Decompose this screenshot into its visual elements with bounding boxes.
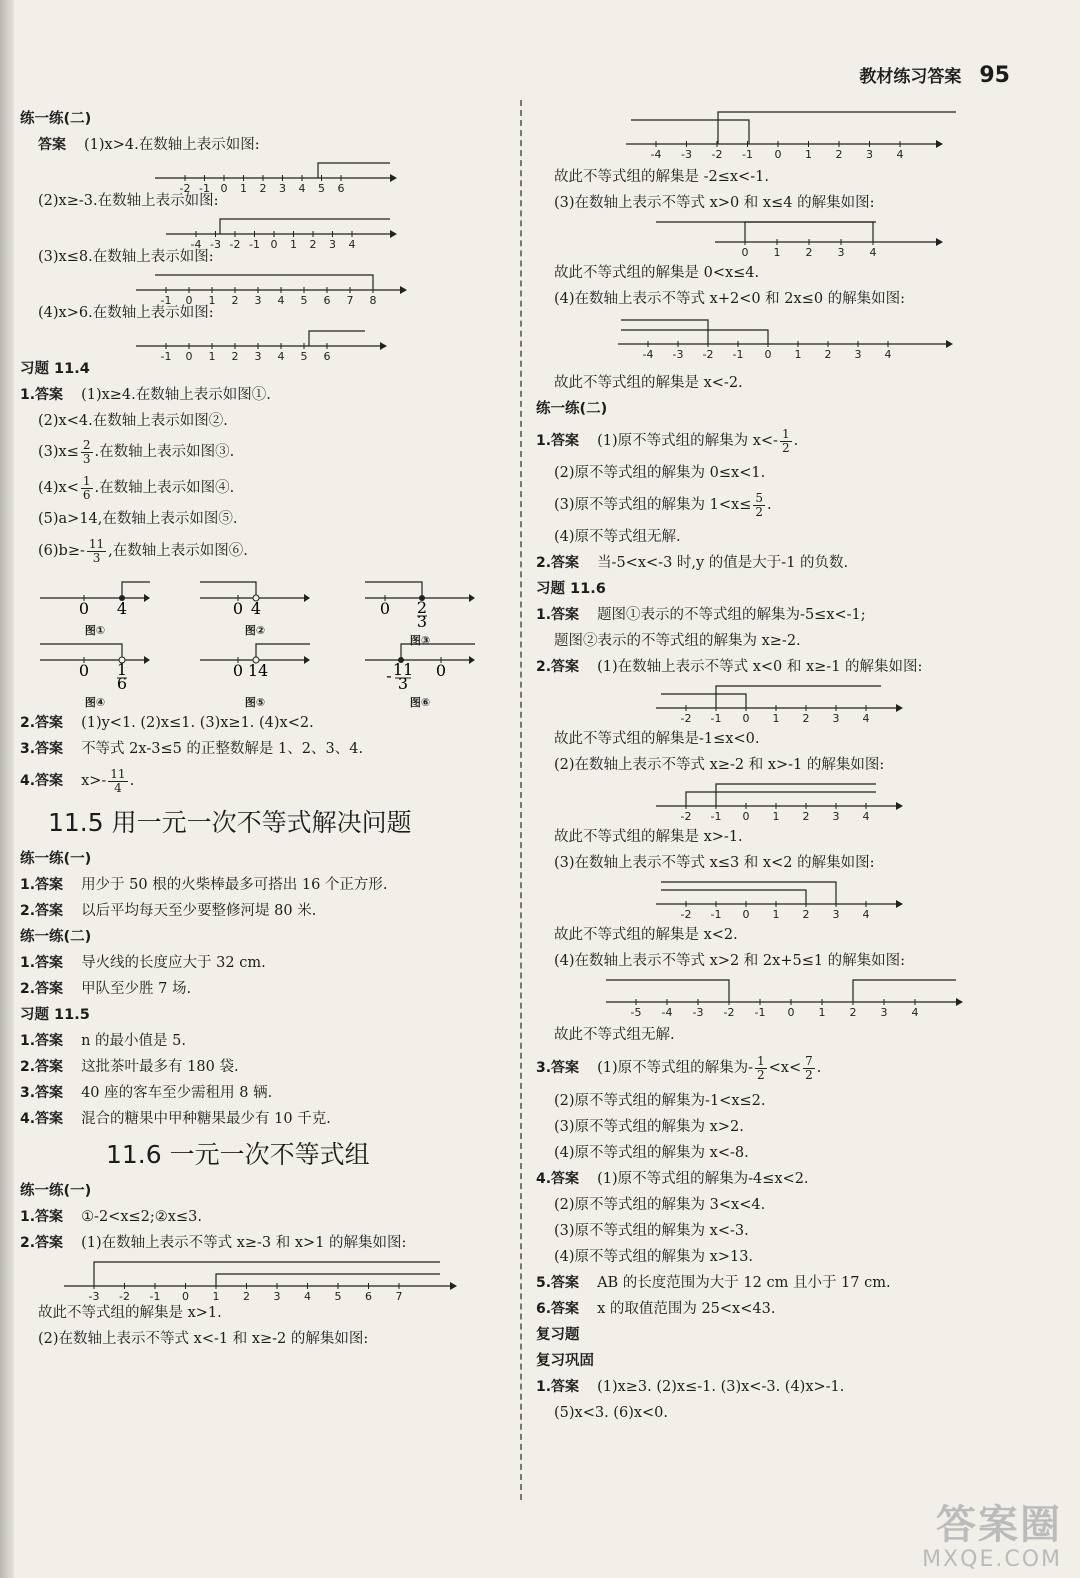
tick-label: -2 [711,148,723,161]
page-edge [0,0,14,1578]
answer-text: (3)原不等式组的解集为 x>2. [554,1119,744,1135]
answer-label: 2.答案 [20,903,64,919]
answer-line [20,470,510,506]
answer-label: 2.答案 [536,659,580,675]
figure-caption: 图③ [409,634,431,647]
answer-text: (2)原不等式组的解集为-1<x≤2. [554,1093,766,1109]
tick-label: 0 [185,294,193,307]
numerator: 1 [82,473,91,488]
section-title: 11.6 一元一次不等式组 [106,1140,370,1169]
text-part: . [816,1060,822,1076]
answer-label: 1.答案 [20,877,64,893]
tick-label: 2 [259,182,267,195]
tick-label: 1 [208,350,216,363]
answer-text: (1)x>4.在数轴上表示如图: [84,137,260,153]
tick-label: 4 [277,350,285,363]
answer-text: 故此不等式组的解集是 x>1. [38,1305,222,1321]
answer-label: 4.答案 [20,1111,64,1127]
answer-text: x 的取值范围为 25<x<43. [597,1301,776,1317]
subsection-title: 练一练(二) [536,401,608,417]
text-part: (1)原不等式组的解集为- [597,1060,754,1076]
number-line [536,778,1026,824]
number-line [536,312,1026,370]
axis-arrow [896,900,903,908]
answer-line [20,532,510,570]
denominator: 6 [82,487,91,502]
page-number: 95 [979,63,1010,88]
tick-label: 3 [279,182,286,195]
text-part: (1)原不等式组的解集为 x<- [597,433,778,449]
answer-text: (2)原不等式组的解集为 3<x<4. [554,1197,766,1213]
denominator: 2 [757,1067,765,1082]
text-part: (6)b≥- [38,543,85,559]
tick-label: 1 [773,246,781,259]
tick-label: -2 [702,348,714,361]
answer-text: (4)原不等式组的解集为 x>13. [554,1249,754,1265]
figure-2 [200,576,310,638]
numerator: 1 [781,426,790,441]
tick-label: 2 [802,810,810,823]
tick-label: -1 [710,908,722,921]
answer-text: (3)在数轴上表示不等式 x≤3 和 x<2 的解集如图: [554,855,875,871]
tick-label: -1 [732,348,744,361]
fraction [753,492,765,519]
number-line [536,876,1026,922]
answer-text: n 的最小值是 5. [81,1033,186,1049]
tick-label: - [386,666,392,685]
tick-label: 1 [240,182,247,195]
answer-text: (1)在数轴上表示不等式 x<0 和 x≥-1 的解集如图: [597,659,923,675]
answer-text: (2)在数轴上表示不等式 x≥-2 和 x>-1 的解集如图: [554,757,885,773]
tick-label: -2 [723,1006,735,1019]
tick-label: 1 [805,148,812,161]
axis-arrow [936,238,943,246]
tick-label: 0 [182,1290,189,1303]
figure-5 [200,638,310,710]
tick-label: 3 [273,1290,281,1303]
tick-label: 0 [220,182,228,195]
tick-label: 4 [862,810,870,823]
tick-label: -3 [692,1006,704,1019]
answer-label: 4.答案 [20,773,64,789]
figure-caption: 图① [84,624,106,637]
answer-text: 甲队至少胜 7 场. [81,981,192,997]
tick-label: 4 [896,148,904,161]
answer-label: 2.答案 [20,981,64,997]
tick-label: -3 [88,1290,100,1303]
number-line [536,216,1026,260]
tick-label: 3 [866,148,873,161]
answer-text: (2)x<4.在数轴上表示如图②. [38,413,228,429]
answer-label: 1.答案 [536,1379,580,1395]
header-title: 教材练习答案 [859,67,962,87]
tick-label: 3 [254,350,262,363]
tick-label: 3 [880,1006,888,1019]
tick-label: 6 [116,674,128,693]
answer-label: 5.答案 [536,1275,580,1291]
fraction [755,1055,767,1082]
axis-arrow [936,140,943,148]
tick-label: 3 [837,246,845,259]
answer-text: 题图②表示的不等式组的解集为 x≥-2. [554,633,801,649]
tick-label: 2 [802,712,810,725]
tick-label: -1 [249,238,260,251]
tick-label: -1 [160,350,172,363]
tick-label: 2 [805,246,813,259]
figure-1 [40,576,150,638]
fraction [108,768,127,795]
tick-label: 3 [329,238,336,251]
answer-label: 1.答案 [20,387,64,403]
text-part: . [129,773,135,789]
fraction [81,439,93,466]
tick-label: 1 [290,238,297,251]
answer-text: (4)原不等式组无解. [554,529,681,545]
answer-text: (5)x<3. (6)x<0. [554,1405,669,1421]
denominator: 4 [114,780,122,795]
tick-label: 2 [824,348,832,361]
answer-text: (2)x≥-3.在数轴上表示如图: [38,193,219,209]
numerator: 2 [82,437,91,452]
tick-label: 4 [304,1290,311,1303]
tick-label: -2 [229,238,241,251]
tick-label: 3 [854,348,862,361]
text-part: (4)x< [38,480,79,496]
tick-label: 0 [742,712,750,725]
text-part: . [767,497,772,513]
tick-label: 4 [862,712,870,725]
tick-label: 1 [116,660,128,679]
text-part: ,在数轴上表示如图⑥. [108,543,248,559]
number-line [20,326,510,363]
answer-text: 当-5<x<-3 时,y 的值是大于-1 的负数. [597,555,849,571]
tick-label: 4 [116,599,128,618]
tick-label: 0 [232,661,244,680]
tick-label: 0 [270,238,278,251]
subsection-title: 练一练(二) [20,929,92,945]
text-part: (3)原不等式组的解集为 1<x≤ [554,497,752,513]
tick-label: 5 [334,1290,342,1303]
section-title: 11.5 用一元一次不等式解决问题 [48,808,412,837]
answer-label: 3.答案 [20,741,64,757]
answer-text: (1)x≥3. (2)x≤-1. (3)x<-3. (4)x>-1. [597,1379,845,1395]
answer-label: 2.答案 [20,715,64,731]
tick-label: 2 [849,1006,857,1019]
tick-label: 4 [277,294,285,307]
answer-text: (5)a>14,在数轴上表示如图⑤. [38,511,238,527]
tick-label: 5 [300,350,308,363]
answer-label: 1.答案 [20,1209,64,1225]
answer-label: 2.答案 [536,555,580,571]
tick-label: 14 [247,661,269,680]
tick-label: 0 [742,810,750,823]
tick-label: -3 [210,238,221,251]
tick-label: 1 [794,348,802,361]
answer-label: 6.答案 [536,1301,580,1317]
right-column [536,106,1026,1426]
denominator: 3 [82,451,91,466]
tick-label: 7 [346,294,354,307]
tick-label: 1 [772,908,780,921]
denominator: 2 [805,1067,813,1082]
tick-label: 0 [742,908,750,921]
axis-arrow [390,174,397,182]
tick-label: 0 [185,350,193,363]
axis-arrow [956,998,963,1006]
figure-caption: 图⑥ [409,696,431,709]
tick-label: 0 [435,661,447,680]
tick-label: 3 [254,294,262,307]
text-part: .在数轴上表示如图④. [94,480,235,496]
tick-label: 0 [741,246,749,259]
tick-label: 0 [379,599,391,618]
answer-line [536,422,1026,460]
text-part: <x< [768,1060,802,1076]
tick-label: 0 [78,661,90,680]
answer-label: 答案 [38,137,66,153]
tick-label: 2 [309,238,317,251]
subsection-title: 练一练(一) [20,851,92,867]
answer-text: 题图①表示的不等式组的解集为-5≤x<-1; [597,607,866,623]
tick-label: 2 [835,148,843,161]
answer-text: (4)x>6.在数轴上表示如图: [38,305,214,321]
text-part: x>- [81,773,107,789]
tick-label: -2 [179,182,191,195]
tick-label: 8 [369,294,377,307]
tick-label: 3 [416,612,428,631]
number-line [20,270,510,307]
answer-text: 导火线的长度应大于 32 cm. [81,955,266,971]
subsection-title: 习题 11.6 [536,581,606,597]
tick-label: -2 [680,712,692,725]
tick-label: -1 [754,1006,766,1019]
tick-label: -2 [119,1290,130,1303]
answer-text: (4)在数轴上表示不等式 x+2<0 和 2x≤0 的解集如图: [554,291,906,307]
subsection-title: 练一练(一) [20,1183,92,1199]
tick-label: -1 [199,182,210,195]
answer-line [20,762,510,800]
answer-text: (2)在数轴上表示不等式 x<-1 和 x≥-2 的解集如图: [38,1331,369,1347]
number-line [536,680,1026,726]
tick-label: 4 [884,348,892,361]
tick-label: 6 [365,1290,372,1303]
number-line [20,158,510,195]
tick-label: 4 [862,908,870,921]
tick-label: 1 [212,1290,220,1303]
answer-text: ①-2<x≤2;②x≤3. [81,1209,202,1225]
tick-label: 4 [250,599,262,618]
answer-text: 用少于 50 根的火柴棒最多可搭出 16 个正方形. [81,877,388,893]
answer-text: 不等式 2x-3≤5 的正整数解是 1、2、3、4. [81,741,364,757]
tick-label: 2 [243,1290,250,1303]
axis-arrow [896,704,903,712]
answer-text: 故此不等式组的解集是-1≤x<0. [554,731,760,747]
tick-label: -4 [661,1006,673,1019]
answer-text: (1)原不等式组的解集为-4≤x<2. [597,1171,809,1187]
answer-label: 2.答案 [20,1059,64,1075]
tick-label: 2 [802,908,810,921]
text-part: (3)x≤ [38,444,79,460]
tick-label: 0 [774,148,782,161]
tick-label: 11 [392,660,414,679]
fraction [780,428,792,455]
axis-arrow [400,286,407,294]
number-line [20,1256,510,1303]
denominator: 2 [781,440,790,455]
number-line [536,106,1026,164]
axis-arrow [390,230,397,238]
tick-label: 1 [772,712,780,725]
answer-text: 以后平均每天至少要整修河堤 80 米. [81,903,317,919]
tick-label: 6 [323,350,331,363]
tick-label: -1 [160,294,172,307]
answer-label: 1.答案 [536,607,580,623]
tick-label: 2 [231,294,239,307]
tick-label: 2 [231,350,239,363]
axis-arrow [946,340,953,348]
numerator: 1 [757,1053,765,1068]
fraction [87,538,106,565]
page-header [859,62,1010,88]
fraction [803,1055,815,1082]
answer-text: (3)原不等式组的解集为 x<-3. [554,1223,749,1239]
tick-label: -4 [642,348,654,361]
tick-label: 3 [832,712,840,725]
answer-text: 40 座的客车至少需租用 8 辆. [81,1085,273,1101]
answer-text: AB 的长度范围为大于 12 cm 且小于 17 cm. [597,1275,891,1291]
tick-label: -1 [710,712,722,725]
tick-label: 4 [911,1006,919,1019]
tick-label: 7 [395,1290,403,1303]
tick-label: -3 [672,348,684,361]
left-column [20,106,510,1352]
answer-text: 这批茶叶最多有 180 袋. [81,1059,239,1075]
fraction [81,475,93,502]
answer-label: 3.答案 [20,1085,64,1101]
tick-label: 6 [323,294,331,307]
answer-label: 2.答案 [20,1235,64,1251]
tick-label: -3 [681,148,692,161]
answer-text: (4)原不等式组的解集为 x<-8. [554,1145,749,1161]
tick-label: 1 [772,810,780,823]
column-divider [520,100,522,1500]
tick-label: 4 [298,182,306,195]
subsection-title: 复习巩固 [536,1353,594,1369]
figure-caption: 图② [244,624,266,637]
denominator: 2 [755,504,763,519]
tick-label: 3 [397,674,409,693]
tick-label: 5 [300,294,308,307]
watermark-url: MXQE.COM [922,1547,1062,1572]
tick-label: 0 [232,599,244,618]
watermark-logo-text: 答案圈 [936,1502,1062,1548]
tick-label: -2 [680,810,692,823]
tick-label: 1 [208,294,216,307]
axis-arrow [450,1282,457,1290]
answer-text: 故此不等式组的解集是 x<-2. [554,375,743,391]
figure-grid [20,570,510,710]
tick-label: 2 [416,598,428,617]
watermark [922,1503,1062,1572]
answer-label: 1.答案 [20,955,64,971]
answer-label: 1.答案 [20,1033,64,1049]
tick-label: 0 [78,599,90,618]
numerator: 11 [110,766,126,781]
number-line [536,974,1026,1022]
numerator: 5 [755,490,763,505]
tick-label: 5 [318,182,325,195]
answer-text: 混合的糖果中甲种糖果最少有 10 千克. [81,1111,331,1127]
answer-text: (3)在数轴上表示不等式 x>0 和 x≤4 的解集如图: [554,195,875,211]
tick-label: -2 [680,908,692,921]
answer-text: 故此不等式组的解集是 x>-1. [554,829,743,845]
number-line [20,214,510,251]
subsection-title: 习题 11.5 [20,1007,90,1023]
figure-caption: 图④ [84,696,106,709]
tick-label: 4 [348,238,356,251]
tick-label: 0 [787,1006,795,1019]
answer-label: 3.答案 [536,1060,580,1076]
tick-label: 1 [818,1006,826,1019]
subsection-title: 练一练(二) [20,111,92,127]
tick-label: -4 [650,148,662,161]
tick-label: 3 [832,810,840,823]
axis-arrow [380,342,387,350]
numerator: 11 [88,536,105,551]
tick-label: -5 [630,1006,642,1019]
subsection-title: 习题 11.4 [20,361,90,377]
numerator: 7 [805,1053,813,1068]
figure-caption: 图⑤ [244,696,266,709]
figure-4 [40,638,150,710]
tick-label: 4 [869,246,877,259]
answer-text: (1)x≥4.在数轴上表示如图①. [81,387,271,403]
tick-label: -1 [710,810,722,823]
answer-text: (2)原不等式组的解集为 0≤x<1. [554,465,766,481]
answer-label: 4.答案 [536,1171,580,1187]
answer-line [20,434,510,470]
answer-text: (3)x≤8.在数轴上表示如图: [38,249,214,265]
text-part: .在数轴上表示如图③. [94,444,235,460]
axis-arrow [896,802,903,810]
tick-label: -1 [742,148,753,161]
answer-line [536,486,1026,524]
answer-text: 故此不等式组的解集是 0<x≤4. [554,265,760,281]
tick-label: -1 [149,1290,161,1303]
tick-label: -4 [190,238,202,251]
answer-text: 故此不等式组无解. [554,1027,675,1043]
text-part: . [793,433,799,449]
tick-label: 0 [764,348,772,361]
answer-text: (1)在数轴上表示不等式 x≥-3 和 x>1 的解集如图: [81,1235,407,1251]
answer-text: (4)在数轴上表示不等式 x>2 和 2x+5≤1 的解集如图: [554,953,906,969]
figure-6 [365,638,475,710]
denominator: 3 [92,550,101,565]
answer-text: (1)y<1. (2)x≤1. (3)x≥1. (4)x<2. [81,715,314,731]
answer-text: 故此不等式组的解集是 -2≤x<-1. [554,169,769,185]
tick-label: 6 [337,182,345,195]
tick-label: 3 [832,908,840,921]
answer-text: 故此不等式组的解集是 x<2. [554,927,738,943]
answer-line [536,1048,1026,1088]
answer-label: 1.答案 [536,433,580,449]
subsection-title: 复习题 [536,1327,580,1343]
